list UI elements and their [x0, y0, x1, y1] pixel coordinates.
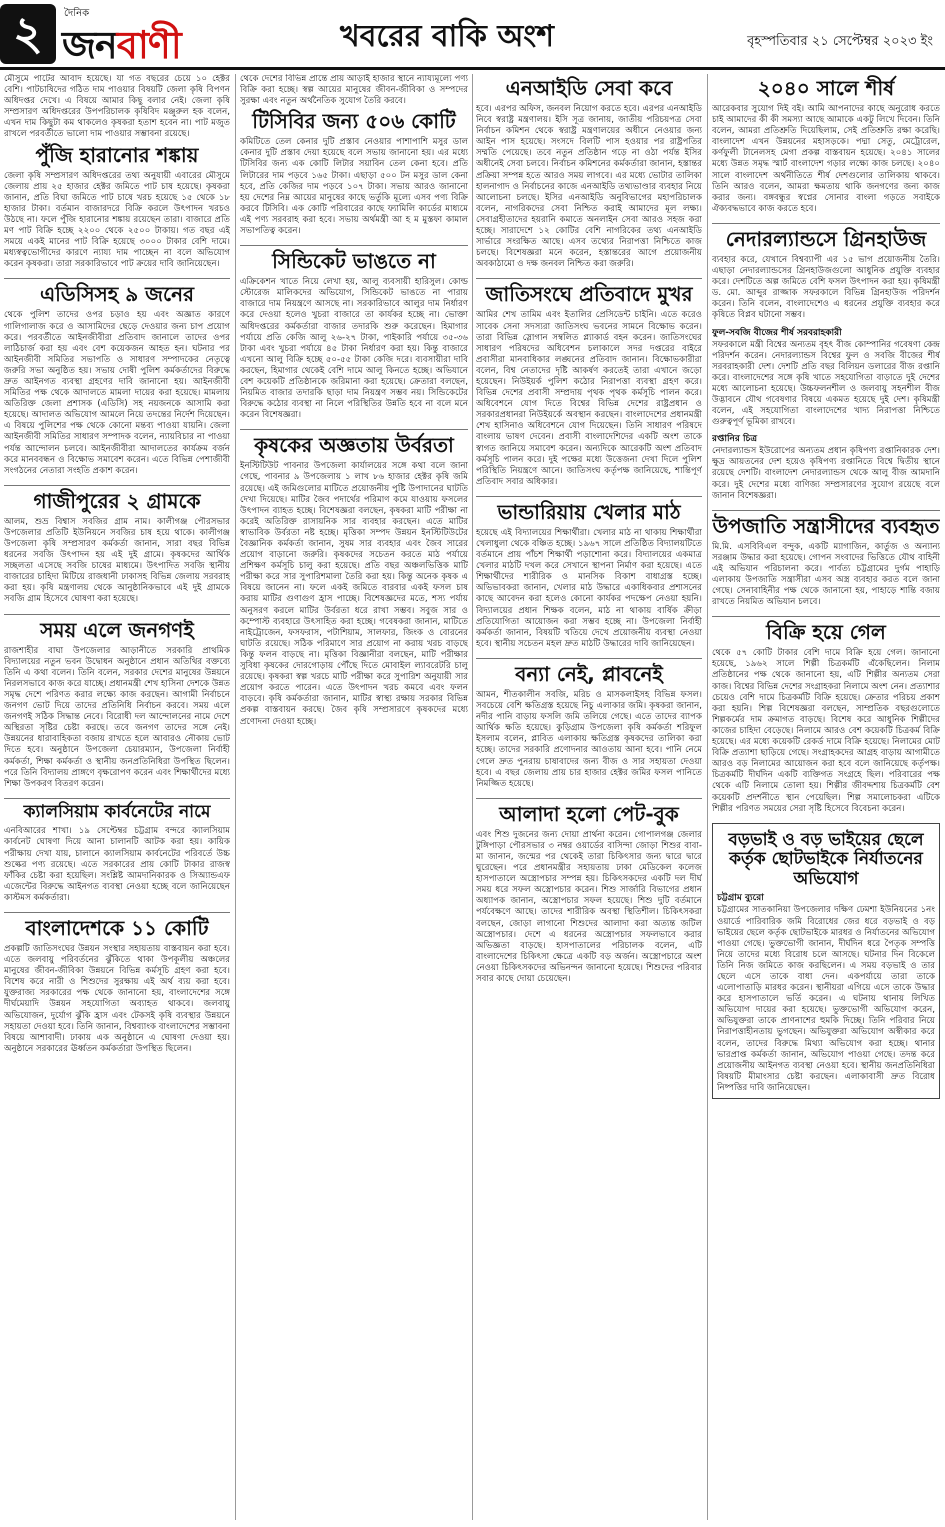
- story-upojati: [712, 515, 940, 609]
- story-body: হয়েছে এই বিদ্যালয়ের শিক্ষার্থীরা। খেলার মাঠ না থাকায় শিক্ষার্থীরা খেলাধুলা থেকে বঞ্চিত হচ্ছে। ১৯৬৭ সালে প্রতিষ্ঠিত বিদ্যালয়টিতে বর্তমানে প্রায় পাঁচশ শিক্ষার্থী পড়াশোনা করে। বিদ্যালয়ের একমাত্র খেলার মাঠটি দখল করে সেখানে স্থাপনা নির্মাণ করা হয়েছে। এতে শিক্ষার্থীদের শারীরিক ও মানসিক বিকাশ বাধাগ্রস্ত হচ্ছে। অভিভাবকরা জানান, খেলার মাঠ উদ্ধারে একাধিকবার প্রশাসনের কাছে আবেদন করা হলেও কোনো কার্যকর পদক্ষেপ নেওয়া হয়নি। বিদ্যালয়ের প্রধান শিক্ষক বলেন, মাঠ না থাকায় বার্ষিক ক্রীড়া প্রতিযোগিতা আয়োজন করা সম্ভব হচ্ছে না। উপজেলা নির্বাহী কর্মকর্তা জানান, বিষয়টি খতিয়ে দেখে প্রয়োজনীয় ব্যবস্থা নেওয়া হবে। স্থানীয় সচেতন মহল দ্রুত মাঠটি উদ্ধারের দাবি জানিয়েছেন।: [476, 527, 702, 649]
- story-body: চট্টগ্রামের সাতকানিয়া উপজেলার দক্ষিণ ঢেমশা ইউনিয়নের ১নং ওয়ার্ডে পারিবারিক জমি বিরোধের জের ধরে বড়ভাই ও বড় ভাইয়ের ছেলে কর্তৃক ছোটভাইকে মারধর ও নির্যাতনের অভিযোগ পাওয়া গেছে। ভুক্তভোগী জানান, দীর্ঘদিন ধরে পৈতৃক সম্পত্তি নিয়ে তাদের মধ্যে বিরোধ চলে আসছে। ঘটনার দিন বিকেলে তিনি নিজ জমিতে কাজ করছিলেন। এ সময় বড়ভাই ও তার ছেলে এসে তাকে বাধা দেন। একপর্যায়ে তারা তাকে এলোপাতাড়ি মারধর করেন। স্থানীয়রা এগিয়ে এসে তাকে উদ্ধার করে হাসপাতালে ভর্তি করেন। এ ঘটনায় থানায় লিখিত অভিযোগ দায়ের করা হয়েছে। ভুক্তভোগী অভিযোগ করেন, অভিযুক্তরা তাকে প্রাণনাশের হুমকি দিচ্ছে। তিনি পরিবার নিয়ে নিরাপত্তাহীনতায় ভুগছেন। অভিযুক্তরা অভিযোগ অস্বীকার করে বলেন, তাদের বিরুদ্ধে মিথ্যা অভিযোগ করা হচ্ছে। থানার ভারপ্রাপ্ত কর্মকর্তা জানান, অভিযোগ পাওয়া গেছে। তদন্ত করে প্রয়োজনীয় আইনগত ব্যবস্থা নেওয়া হবে। স্থানীয় জনপ্রতিনিধিরা বিষয়টি মীমাংসার চেষ্টা করছেন। এলাকাবাসী দ্রুত বিরোধ নিষ্পত্তির দাবি জানিয়েছেন।: [717, 905, 935, 1093]
- story-pat: [4, 74, 230, 270]
- headline[interactable]: পুঁজি হারানোর শঙ্কায়: [35, 142, 199, 167]
- headline[interactable]: বন্যা নেই, প্লাবনেই: [515, 661, 663, 686]
- divider: [240, 245, 468, 246]
- divider: [712, 616, 940, 617]
- headline[interactable]: আলাদা হলো পেট-বুক: [499, 801, 679, 826]
- column-4: [712, 74, 940, 1520]
- story-body: ইনস্টিটিউট পাবনার উপজেলা কার্যালয়ের সঙ্গে কথা বলে জানা গেছে, পাবনার ৯ উপজেলায় ১ লাখ ৮৬ হাজার হেক্টর কৃষি জমি রয়েছে। এই জমিগুলোর মাটিতে প্রয়োজনীয় পুষ্টি উপাদানের ঘাটতি দেখা দিয়েছে। মাটির জৈব পদার্থের পরিমাণ কমে যাওয়ায় ফসলের উৎপাদন ব্যাহত হচ্ছে। বিশেষজ্ঞরা বলছেন, কৃষকরা মাটি পরীক্ষা না করেই অতিরিক্ত রাসায়নিক সার ব্যবহার করছেন। এতে মাটির স্বাভাবিক উর্বরতা নষ্ট হচ্ছে। মৃত্তিকা সম্পদ উন্নয়ন ইনস্টিটিউটের বৈজ্ঞানিক কর্মকর্তা জানান, সুষম সার ব্যবহার এবং জৈব সারের প্রয়োগ বাড়ানো জরুরি। কৃষকদের সচেতন করতে মাঠ পর্যায়ে প্রশিক্ষণ কর্মসূচি চালু করা হয়েছে। প্রতি বছর অঞ্চলভিত্তিক মাটি পরীক্ষা করে সার সুপারিশমালা তৈরি করা হয়। কিন্তু অনেক কৃষক এ বিষয়ে জানেন না। ফলে একই জমিতে বারবার একই ফসল চাষ করায় মাটির গুণাগুণ হ্রাস পাচ্ছে। বিশেষজ্ঞদের মতে, শস্য পর্যায় অনুসরণ করলে মাটির উর্বরতা ধরে রাখা সম্ভব। সবুজ সার ও কম্পোস্ট ব্যবহারে উৎসাহিত করা হচ্ছে। গবেষকরা জানান, মাটিতে নাইট্রোজেন, ফসফরাস, পটাশিয়াম, সালফার, জিংক ও বোরনের ঘাটতি রয়েছে। সঠিক পরিমাণে সার প্রয়োগ না করায় খরচ বাড়ছে কিন্তু ফলন বাড়ছে না। মৃত্তিকা বিজ্ঞানীরা বলছেন, মাটি পরীক্ষার সুবিধা কৃষকের দোরগোড়ায় পৌঁছে দিতে মোবাইল ল্যাবরেটরি চালু রয়েছে। কৃষকরা স্বল্প খরচে মাটি পরীক্ষা করে সুপারিশ অনুযায়ী সার প্রয়োগ করতে পারেন। এতে উৎপাদন খরচ কমবে এবং ফলন বাড়বে। কৃষি কর্মকর্তারা জানান, মাটির স্বাস্থ্য রক্ষায় সরকার বিভিন্ন প্রকল্প বাস্তবায়ন করছে। জৈব কৃষি সম্প্রসারণে কৃষকদের মধ্যে প্রণোদনা দেওয়া হচ্ছে।: [240, 461, 468, 727]
- column-3: [476, 74, 702, 1520]
- divider: [4, 798, 230, 799]
- brand-name: [62, 16, 181, 80]
- story-intro: থেকে দেশের বিভিন্ন প্রান্তে প্রায় আড়াই হাজার স্থানে ন্যায্যমূল্যে পণ্য বিক্রি করা হচ্ছে। স্বল্প আয়ের মানুষের জীবন-জীবিকা ও সম্পদের সুরক্ষা এবং নতুন অর্থনৈতিক সুযোগ তৈরি করবে।: [240, 74, 468, 107]
- headline[interactable]: ২০৪০ সালে শীর্ষ: [757, 76, 895, 100]
- divider: [4, 278, 230, 279]
- dateline: বৃহস্পতিবার ২১ সেপ্টেম্বর ২০২৩ ইং: [747, 34, 933, 49]
- divider: [240, 429, 468, 430]
- byline: চট্টগ্রাম ব্যুরো: [717, 893, 764, 904]
- story-body: কমিটিতে তেল কেনার দুটি প্রস্তাব নেওয়ার পাশাপাশি মসুর ডাল কেনার দুটি প্রস্তাব দেয়া হয়েছে বলে সভায় জানানো হয়। এর মধ্যে টিসিবির জন্য এক কোটি লিটার সয়াবিন তেল কেনা হবে। প্রতি লিটারের দাম পড়বে ১৬৫ টাকা। এছাড়া ৫০০ টন মসুর ডাল কেনা হবে, প্রতি কেজির দাম পড়বে ১০৭ টাকা। সভায় আরও জানানো হয় দেশের নিম্ন আয়ের মানুষের কাছে ভর্তুকি মূল্যে এসব পণ্য বিক্রি করবে টিসিবি। এক কোটি পরিবারের কাছে ফ্যামিলি কার্ডের মাধ্যমে এই পণ্য সরবরাহ করা হবে। সভায় অর্থমন্ত্রী আ হ ম মুস্তফা কামাল সভাপতিত্ব করেন।: [240, 137, 468, 237]
- headline[interactable]: টিসিবির জন্য ৫০৬ কোটি: [252, 109, 456, 134]
- story-body: প্রকল্পটি জাতিসংঘের উন্নয়ন সংস্থার সহায়তায় বাস্তবায়ন করা হবে। এতে জলবায়ু পরিবর্তনের ঝুঁকিতে থাকা উপকূলীয় অঞ্চলের মানুষের জীবন-জীবিকা উন্নয়নে বিভিন্ন কর্মসূচি গ্রহণ করা হবে। বিশেষ করে নারী ও শিশুদের সুরক্ষায় এই অর্থ ব্যয় করা হবে। যুক্তরাজ্য সরকারের পক্ষ থেকে জানানো হয়, বাংলাদেশের সঙ্গে দীর্ঘমেয়াদি উন্নয়ন সহযোগিতা অব্যাহত থাকবে। জলবায়ু অভিযোজন, দুর্যোগ ঝুঁকি হ্রাস এবং টেকসই কৃষি ব্যবস্থার উন্নয়নে সহায়তা দেওয়া হবে। তিনি জানান, বিশ্বব্যাংক বাংলাদেশের সম্ভাবনা বিষয়ে আশাবাদী। ঢাকায় এক অনুষ্ঠানে এ ঘোষণা দেওয়া হয়। অনুষ্ঠানে সরকারের ঊর্ধ্বতন কর্মকর্তারা উপস্থিত ছিলেন।: [4, 943, 230, 1054]
- story-krishok: [240, 434, 468, 727]
- divider: [476, 278, 702, 279]
- story-body: আলম, শুভ্র বিশ্বাস সবজির গ্রাম নাম। কালীগঞ্জ পৌরসভার উপজেলার প্রতিটি ইউনিয়নে সবজির চাষ হয়ে থাকে। কালীগঞ্জ উপজেলা কৃষি সম্প্রসারণ কর্মকর্তা জানান, সারা বছর বিভিন্ন ধরনের সবজি উৎপাদন হয় এই দুই গ্রামে। কৃষকদের আর্থিক সচ্ছলতা এসেছে সবজি চাষের মাধ্যমে। উৎপাদিত সবজি স্থানীয় বাজারের চাহিদা মিটিয়ে রাজধানী ঢাকাসহ বিভিন্ন জেলায় সরবরাহ করা হয়। কৃষি মন্ত্রণালয় থেকে আনুষ্ঠানিকভাবে এই দুই গ্রামকে সবজি গ্রাম হিসেবে ঘোষণা করা হয়েছে।: [4, 516, 230, 605]
- headline[interactable]: সিন্ডিকেট ভাঙতে না: [272, 249, 436, 274]
- story-body: ব্যবহার করে, যেখানে বিশ্বব্যাপী এর ১৫ ভাগ প্রয়োজনীয় তৈরি। এছাড়া নেদারল্যান্ডসের গ্রিনহাউজগুলো আধুনিক প্রযুক্তি ব্যবহার করে। দেশটিতে অল্প জমিতে বেশি ফসল উৎপাদন করা হয়। কৃষিমন্ত্রী ড. মো. আব্দুর রাজ্জাক সফরকালে বিভিন্ন গ্রিনহাউজ পরিদর্শন করেন। তিনি বলেন, বাংলাদেশেও এ ধরনের প্রযুক্তি ব্যবহার করে কৃষিতে বিপ্লব ঘটানো সম্ভব।: [712, 254, 940, 321]
- headline[interactable]: এডিসিসহ ৯ জনের: [39, 282, 195, 307]
- story-bikri: [712, 621, 940, 814]
- story-body: আমির শেখ তামিম এবং ইতালির প্রেসিডেন্ট চাইনি। এতে করেও সাবেক সেনা সদস্যরা জাতিসংঘ ভবনের সামনে বিক্ষোভ করেন। তারা বিভিন্ন স্লোগান সম্বলিত প্ল্যাকার্ড বহন করেন। জাতিসংঘের সাধারণ পরিষদের অধিবেশন চলাকালে সদর দপ্তরের বাইরে প্রবাসীরা মানবাধিকার লঙ্ঘনের প্রতিবাদ জানান। বিক্ষোভকারীরা বলেন, বিশ্ব নেতাদের দৃষ্টি আকর্ষণ করতেই তারা এখানে জড়ো হয়েছেন। নিউইয়র্ক পুলিশ কঠোর নিরাপত্তা ব্যবস্থা গ্রহণ করে। বিভিন্ন দেশের প্রবাসী সম্প্রদায় পৃথক পৃথক কর্মসূচি পালন করে। অধিবেশনে যোগ দিতে বিশ্বের বিভিন্ন দেশের রাষ্ট্রপ্রধান ও সরকারপ্রধানরা নিউইয়র্কে অবস্থান করছেন। বাংলাদেশের প্রধানমন্ত্রী শেখ হাসিনাও অধিবেশনে যোগ দিয়েছেন। তিনি সাধারণ পরিষদে বাংলায় ভাষণ দেবেন। প্রবাসী বাংলাদেশিদের একটি অংশ তাকে স্বাগত জানিয়ে সমাবেশ করেন। অন্যদিকে আরেকটি অংশ প্রতিবাদ কর্মসূচি পালন করে। দুই পক্ষের মধ্যে উত্তেজনা দেখা দিলে পুলিশ পরিস্থিতি নিয়ন্ত্রণে আনে। জাতিসংঘ কর্তৃপক্ষ জানিয়েছে, শান্তিপূর্ণ প্রতিবাদ সবার অধিকার।: [476, 310, 702, 487]
- brand-tagline: দৈনিক: [64, 8, 90, 19]
- headline[interactable]: কৃষকের অজ্ঞতায় উর্বরতা: [254, 433, 454, 458]
- story-syndicate: [240, 250, 468, 421]
- story-adc: [4, 283, 230, 476]
- headline[interactable]: ভান্ডারিয়ায় খেলার মাঠ: [497, 499, 681, 524]
- column-divider: [707, 74, 708, 1520]
- headline[interactable]: ক্যালসিয়াম কার্বনেটের নামে: [23, 801, 211, 822]
- story-body: জেলা কৃষি সম্প্রসারণ অধিদপ্তরের তথ্য অনুযায়ী এবারের মৌসুমে জেলায় প্রায় ২৫ হাজার হেক্টর জমিতে পাট চাষ হয়েছে। কৃষকরা জানান, প্রতি বিঘা জমিতে পাট চাষে খরচ হয়েছে ১৫ থেকে ১৮ হাজার টাকা। বর্তমান বাজারদরে বিক্রি করলে উৎপাদন খরচও উঠছে না। ফলে পুঁজি হারানোর শঙ্কায় রয়েছেন তারা। বাজারে প্রতি মণ পাট বিক্রি হচ্ছে ২২০০ থেকে ২৫০০ টাকায়। গত বছর এই সময়ে একই মানের পাট বিক্রি হয়েছে ৩০০০ টাকার বেশি দামে। মধ্যস্বত্বভোগীদের কারণে ন্যায্য দাম পাচ্ছেন না বলে অভিযোগ করেন কৃষকরা। তারা সরকারিভাবে পাট ক্রয়ের দাবি জানিয়েছেন।: [4, 170, 230, 270]
- story-bd11: [4, 917, 230, 1055]
- divider: [4, 614, 230, 615]
- page-number: ২: [0, 4, 56, 64]
- brand-name-part1: জন: [62, 23, 117, 67]
- story-nid: [476, 77, 702, 270]
- story-2040: [712, 77, 940, 215]
- section-title: খবরের বাকি অংশ: [340, 19, 554, 54]
- headline[interactable]: এনআইডি সেবা কবে: [505, 76, 673, 100]
- brand-name-part2: বাণী: [116, 23, 181, 67]
- subheading: রপ্তানির চিত্র: [712, 434, 758, 445]
- story-body: হবে। এরপর অফিস, জনবল নিয়োগ করতে হবে। এরপর এনআইডি নিবে স্বরাষ্ট্র মন্ত্রণালয়। ইসি সূত্র জানায়, জাতীয় পরিচয়পত্র সেবা নির্বাচন কমিশন থেকে স্বরাষ্ট্র মন্ত্রণালয়ের অধীনে নেওয়ার জন্য আইন পাস হয়েছে। সংসদে বিলটি পাস হওয়ার পর রাষ্ট্রপতির সম্মতি পেয়েছে। তবে নতুন প্রতিষ্ঠান গড়ে না ওঠা পর্যন্ত ইসির অধীনেই সেবা চলবে। নির্বাচন কমিশনের কর্মকর্তারা জানান, হস্তান্তর প্রক্রিয়া সম্পন্ন হতে আরও সময় লাগবে। এর মধ্যে ভোটার তালিকা হালনাগাদ ও নির্বাচনের কাজে এনআইডি তথ্যভাণ্ডার ব্যবহার নিয়ে আলোচনা চলছে। ইসির এনআইডি অনুবিভাগের মহাপরিচালক বলেন, নাগরিকদের সেবা নিশ্চিত করাই আমাদের মূল লক্ষ্য। সেবাগ্রহীতাদের হয়রানি কমাতে অনলাইন সেবা আরও সহজ করা হচ্ছে। সারাদেশে ১২ কোটির বেশি নাগরিকের তথ্য এনআইডি সার্ভারে সংরক্ষিত আছে। এসব তথ্যের নিরাপত্তা নিশ্চিতে কাজ চলছে। বিশেষজ্ঞরা মনে করেন, হস্তান্তরের আগে প্রয়োজনীয় অবকাঠামো ও দক্ষ জনবল নিশ্চিত করা জরুরি।: [476, 104, 702, 270]
- story-body: সফরকালে মন্ত্রী বিশ্বের অন্যতম বৃহৎ বীজ কোম্পানির গবেষণা কেন্দ্র পরিদর্শন করেন। নেদারল্যান্ডস বিশ্বের ফুল ও সবজি বীজের শীর্ষ সরবরাহকারী দেশ। দেশটি প্রতি বছর বিলিয়ন ডলারের বীজ রপ্তানি করে। বাংলাদেশের সঙ্গে কৃষি খাতে সহযোগিতা বাড়াতে দুই দেশের মধ্যে আলোচনা হয়েছে। উচ্চফলনশীল ও জলবায়ু সহনশীল বীজ উদ্ভাবনে যৌথ গবেষণার বিষয়ে একমত হয়েছে দুই দেশ। কৃষিমন্ত্রী বলেন, এই সহযোগিতা বাংলাদেশের খাদ্য নিরাপত্তা নিশ্চিতে গুরুত্বপূর্ণ ভূমিকা রাখবে।: [712, 339, 940, 428]
- story-somoy: [4, 619, 230, 790]
- story-tcb: [240, 74, 468, 237]
- headline[interactable]: নেদারল্যান্ডসে গ্রিনহাউজ: [725, 226, 927, 251]
- headline[interactable]: উপজাতি সন্ত্রাসীদের ব্যবহৃত: [712, 513, 940, 538]
- column-2: [240, 74, 468, 1520]
- headline[interactable]: সময় এলে জনগণই: [40, 617, 194, 642]
- divider: [4, 485, 230, 486]
- headline[interactable]: বিক্রি হয়ে গেল: [766, 620, 886, 645]
- story-calcium: [4, 803, 230, 904]
- story-bhandaria: [476, 501, 702, 650]
- story-body: মি.মি. এসবিবিএল বন্দুক, একটি ম্যাগাজিন, কার্তুজ ও অন্যান্য সরঞ্জাম উদ্ধার করা হয়েছে। গোপন সংবাদের ভিত্তিতে যৌথ বাহিনী এই অভিযান পরিচালনা করে। পার্বত্য চট্টগ্রামের দুর্গম পাহাড়ি এলাকায় উপজাতি সন্ত্রাসীরা এসব অস্ত্র ব্যবহার করত বলে জানা গেছে। সেনাবাহিনীর পক্ষ থেকে জানানো হয়, পাহাড়ে শান্তি বজায় রাখতে নিয়মিত অভিযান চলবে।: [712, 541, 940, 608]
- story-body: থেকে পুলিশ তাদের ওপর চড়াও হয় এবং অজ্ঞাত কারণে গালিগালাজ করে ও আসামিদের ছেড়ে দেওয়ার জন্য চাপ প্রয়োগ করে। পরবর্তীতে আইনজীবীরা প্রতিবাদ জানালে তাদের ওপর লাঠিচার্জ করা হয় এবং বেশ কয়েকজন আহত হন। ঘটনার পর আইনজীবী সমিতির সভাপতি ও সাধারণ সম্পাদকের নেতৃত্বে জরুরি সভা অনুষ্ঠিত হয়। সভায় দোষী পুলিশ কর্মকর্তাদের বিরুদ্ধে দ্রুত আইনগত ব্যবস্থা গ্রহণের দাবি জানানো হয়। আইনজীবী সমিতির পক্ষ থেকে আদালতে মামলা দায়ের করা হয়েছে। মামলায় অতিরিক্ত জেলা প্রশাসক (এডিসি) সহ নয়জনকে আসামি করা হয়েছে। আদালত অভিযোগ আমলে নিয়ে তদন্তের নির্দেশ দিয়েছেন। এ বিষয়ে পুলিশের পক্ষ থেকে কোনো মন্তব্য পাওয়া যায়নি। জেলা আইনজীবী সমিতির সাধারণ সম্পাদক বলেন, ন্যায়বিচার না পাওয়া পর্যন্ত আন্দোলন চলবে। আইনজীবীরা আদালতের কার্যক্রম বর্জন করে মানববন্ধন ও বিক্ষোভ সমাবেশ করেন। এতে বিভিন্ন পেশাজীবী সংগঠনের নেতারা সংহতি প্রকাশ করেন।: [4, 310, 230, 476]
- divider: [712, 510, 940, 511]
- story-body: এক্রিকেশন খাতে নিয়ে লেখা হয়, আলু ব্যবসায়ী হারিসুল। কোল্ড স্টোরেজ মালিকদের অভিযোগ, সিন্ডিকেট ভাঙতে না পারায় বাজারে দাম নিয়ন্ত্রণে আসছে না। সরকারিভাবে আলুর দাম নির্ধারণ করে দেওয়া হলেও খুচরা বাজারে তা কার্যকর হচ্ছে না। ভোক্তা অধিদপ্তরের কর্মকর্তারা বাজার তদারকি শুরু করেছেন। হিমাগার পর্যায়ে প্রতি কেজি আলু ২৬-২৭ টাকা, পাইকারি পর্যায়ে ৩৫-৩৬ টাকা এবং খুচরা পর্যায়ে ৪৫ টাকা নির্ধারণ করা হয়। কিন্তু বাজারে এখনো আলু বিক্রি হচ্ছে ৫০-৫৫ টাকা কেজি দরে। ব্যবসায়ীরা দাবি করছেন, হিমাগার থেকেই বেশি দামে আলু কিনতে হচ্ছে। অভিযানে বেশ কয়েকটি প্রতিষ্ঠানকে জরিমানা করা হয়েছে। ক্রেতারা বলছেন, নিয়মিত বাজার তদারকি ছাড়া দাম নিয়ন্ত্রণ সম্ভব নয়। সিন্ডিকেটের বিরুদ্ধে কঠোর ব্যবস্থা না নিলে পরিস্থিতির উন্নতি হবে না বলে মনে করেন বিশেষজ্ঞরা।: [240, 277, 468, 421]
- story-body: এনবিআরের শাখা। ১৯ সেপ্টেম্বর চট্টগ্রাম বন্দরে ক্যালসিয়াম কার্বনেট ঘোষণা দিয়ে আনা চালানটি আটক করা হয়। কায়িক পরীক্ষায় দেখা যায়, চালানে ক্যালসিয়াম কার্বনেটের পরিবর্তে উচ্চ শুল্কের পণ্য রয়েছে। এতে সরকারের প্রায় কোটি টাকার রাজস্ব ফাঁকির চেষ্টা করা হয়েছিল। সংশ্লিষ্ট আমদানিকারক ও সিঅ্যান্ডএফ এজেন্টের বিরুদ্ধে আইনগত ব্যবস্থা নেওয়া হচ্ছে বলে জানিয়েছেন কাস্টমস কর্মকর্তারা।: [4, 826, 230, 903]
- story-body: রাজশাহীর বাঘা উপজেলার আড়ানীতে সরকারি প্রাথমিক বিদ্যালয়ের নতুন ভবন উদ্বোধন অনুষ্ঠানে প্রধান অতিথির বক্তব্যে তিনি এ কথা বলেন। তিনি বলেন, সরকার দেশের মানুষের উন্নয়নে নিরলসভাবে কাজ করে যাচ্ছে। প্রধানমন্ত্রী শেখ হাসিনা দেশকে উন্নত সমৃদ্ধ দেশে পরিণত করার লক্ষ্যে কাজ করছেন। আগামী নির্বাচনে জনগণ ভোট দিয়ে তাদের প্রতিনিধি নির্বাচন করবে। সময় এলে জনগণই সঠিক সিদ্ধান্ত নেবে। বিরোধী দল আন্দোলনের নামে দেশে অস্থিরতা সৃষ্টির চেষ্টা করছে। তবে জনগণ তাদের সঙ্গে নেই। উন্নয়নের ধারাবাহিকতা বজায় রাখতে হলে আবারও নৌকায় ভোট দিতে হবে। অনুষ্ঠানে উপজেলা চেয়ারম্যান, উপজেলা নির্বাহী কর্মকর্তা, শিক্ষা কর্মকর্তা ও স্থানীয় জনপ্রতিনিধিরা উপস্থিত ছিলেন। পরে তিনি বিদ্যালয় প্রাঙ্গণে বৃক্ষরোপণ করেন এবং শিক্ষার্থীদের মধ্যে শিক্ষা উপকরণ বিতরণ করেন।: [4, 645, 230, 789]
- column-divider: [235, 74, 236, 1520]
- story-borovai: [712, 823, 940, 1099]
- story-jatisongho: [476, 283, 702, 488]
- subheading: ফুল-সবজি বীজের শীর্ষ সরবরাহকারী: [712, 327, 842, 338]
- story-bonna: [476, 663, 702, 790]
- story-body: নেদারল্যান্ডস ইউরোপের অন্যতম প্রধান কৃষিপণ্য রপ্তানিকারক দেশ। ক্ষুদ্র আয়তনের দেশ হয়েও কৃষিপণ্য রপ্তানিতে বিশ্বে দ্বিতীয় স্থানে রয়েছে দেশটি। বাংলাদেশ নেদারল্যান্ডস থেকে আলু বীজ আমদানি করে। দুই দেশের মধ্যে বাণিজ্য সম্প্রসারণের সুযোগ রয়েছে বলে জানান বিশেষজ্ঞরা।: [712, 446, 940, 501]
- headline[interactable]: গাজীপুরের ২ গ্রামকে: [33, 488, 201, 513]
- story-intro: মৌসুমে পাটের আবাদ হয়েছে। যা গত বছরের চেয়ে ১০ হেক্টর বেশি। পাটচাষিদের গঠিত দাম পাওয়ার বিষয়টি জেলা কৃষি বিপণন অধিদপ্তর দেখে। এ বিষয়ে আমার কিছু বলার নেই। জেলা কৃষি সম্প্রসারণ অধিদপ্তরের উপপরিচালক কৃষিবিদ মঞ্জুরুল হক বলেন, এখন দাম কিছুটা কম থাকলেও কৃষকরা হতাশ হবেন না। পাট মজুত রাখলে পরবর্তীতে ভালো দাম পাওয়ার সম্ভাবনা রয়েছে।: [4, 74, 230, 140]
- divider: [476, 798, 702, 799]
- story-body: আরেকবার সুযোগ দিই বই। আমি আপনাদের কাছে অনুরোধ করতে চাই আমাদের কী কী সমস্যা আছে আমাকে একটু লিখে দিবেন। তিনি বলেন, আমরা প্রতিশ্রুতি দিয়েছিলাম, সেই প্রতিশ্রুতি রক্ষা করেছি। বাংলাদেশ এখন উন্নয়নের মহাসড়কে। পদ্মা সেতু, মেট্রোরেল, কর্ণফুলী টানেলসহ মেগা প্রকল্প বাস্তবায়ন হয়েছে। ২০৪১ সালের মধ্যে উন্নত সমৃদ্ধ স্মার্ট বাংলাদেশ গড়ার লক্ষ্যে কাজ চলছে। ২০৪০ সালে বাংলাদেশ অর্থনীতিতে শীর্ষ দেশগুলোর তালিকায় থাকবে। তিনি আরও বলেন, আমরা ক্ষমতায় থাকি জনগণের জন্য কাজ করার জন্য। বঙ্গবন্ধুর স্বপ্নের সোনার বাংলা গড়তে সবাইকে ঐক্যবদ্ধভাবে কাজ করতে হবে।: [712, 104, 940, 214]
- column-1: [4, 74, 230, 1520]
- newspaper-logo[interactable]: [62, 6, 232, 67]
- divider: [476, 658, 702, 659]
- story-petbook: [476, 803, 702, 985]
- headline[interactable]: বড়ভাই ও বড় ভাইয়ের ছেলে কর্তৃক ছোটভাইকে নির্যাতনের অভিযোগ: [728, 829, 924, 889]
- headline[interactable]: জাতিসংঘে প্রতিবাদে মুখর: [485, 282, 693, 307]
- story-body: এবং শিশু দুজনের জন্য দোয়া প্রার্থনা করেন। গোপালগঞ্জ জেলার টুঙ্গিপাড়া পৌরসভার ৩ নম্বর ওয়ার্ডের বাসিন্দা জোড়া শিশুর বাবা-মা জানান, জন্মের পর থেকেই তারা চিকিৎসার জন্য দ্বারে দ্বারে ঘুরেছেন। পরে প্রধানমন্ত্রীর সহায়তায় ঢাকা মেডিকেল কলেজ হাসপাতালে অস্ত্রোপচার সম্পন্ন হয়। চিকিৎসকদের একটি দল দীর্ঘ সময় ধরে সফল অস্ত্রোপচার করেন। শিশু সার্জারি বিভাগের প্রধান অধ্যাপক জানান, অস্ত্রোপচার সফল হয়েছে। শিশু দুটি বর্তমানে পর্যবেক্ষণে আছে। তাদের শারীরিক অবস্থা স্থিতিশীল। চিকিৎসকরা বলছেন, জোড়া লাগানো শিশুদের আলাদা করা অত্যন্ত জটিল অস্ত্রোপচার। দেশে এ ধরনের অস্ত্রোপচার সফলভাবে করার অভিজ্ঞতা বাড়ছে। হাসপাতালের পরিচালক বলেন, এটি বাংলাদেশের চিকিৎসা ক্ষেত্রে একটি বড় অর্জন। অস্ত্রোপচারে অংশ নেওয়া চিকিৎসকদের অভিনন্দন জানানো হয়েছে। শিশুদের পরিবার সবার কাছে দোয়া চেয়েছেন।: [476, 829, 702, 984]
- divider: [712, 223, 940, 224]
- headline[interactable]: বাংলাদেশকে ১১ কোটি: [25, 915, 209, 940]
- divider: [476, 496, 702, 497]
- masthead: [0, 0, 945, 70]
- story-greenhouse: [712, 228, 940, 502]
- story-body: থেকে ৫৭ কোটি টাকার বেশি দামে বিক্রি হয়ে গেল। জানানো হয়েছে, ১৯৬২ সালে শিল্পী চিত্রকর্মটি এঁকেছিলেন। নিলাম প্রতিষ্ঠানের পক্ষ থেকে জানানো হয়, এটি শিল্পীর অন্যতম সেরা কাজ। বিশ্বের বিভিন্ন দেশের সংগ্রাহকরা নিলামে অংশ নেন। প্রত্যাশার চেয়েও বেশি দামে চিত্রকর্মটি বিক্রি হয়েছে। ক্রেতার পরিচয় প্রকাশ করা হয়নি। শিল্প বিশেষজ্ঞরা বলছেন, সাম্প্রতিক বছরগুলোতে শিল্পকর্মের দাম ক্রমাগত বাড়ছে। বিশেষ করে আধুনিক শিল্পীদের কাজের চাহিদা বেড়েছে। নিলামে আরও বেশ কয়েকটি চিত্রকর্ম বিক্রি হয়েছে। এর মধ্যে কয়েকটি রেকর্ড দামে বিক্রি হয়েছে। নিলামের মোট বিক্রি প্রত্যাশা ছাড়িয়ে গেছে। সংগ্রাহকদের আগ্রহ বাড়ায় আগামীতে আরও বড় নিলামের আয়োজন করা হবে বলে জানিয়েছে কর্তৃপক্ষ। চিত্রকর্মটি দীর্ঘদিন একটি ব্যক্তিগত সংগ্রহে ছিল। পরিবারের পক্ষ থেকে এটি নিলামে তোলা হয়। শিল্পীর জীবদ্দশায় চিত্রকর্মটি বেশ কয়েকটি প্রদর্শনীতে স্থান পেয়েছিল। শিল্প সমালোচকরা এটিকে শিল্পীর পরিণত সময়ের সেরা সৃষ্টি হিসেবে বিবেচনা করেন।: [712, 648, 940, 814]
- story-body: আমন, শীতকালীন সবজি, মরিচ ও মাসকলাইসহ বিভিন্ন ফসল। সবচেয়ে বেশি ক্ষতিগ্রস্ত হয়েছে নিচু এলাকার জমি। কৃষকরা জানান, নদীর পানি বাড়ায় ফসলি জমি তলিয়ে গেছে। এতে তাদের ব্যাপক আর্থিক ক্ষতি হয়েছে। কুড়িগ্রাম উপজেলা কৃষি কর্মকর্তা শরিফুল ইসলাম বলেন, প্লাবিত এলাকায় ক্ষতিগ্রস্ত কৃষকদের তালিকা করা হচ্ছে। তাদের সরকারি প্রণোদনার আওতায় আনা হবে। পানি নেমে গেলে দ্রুত পুনরায় চাষাবাদের জন্য বীজ ও সার সহায়তা দেওয়া হবে। এ বছর জেলায় প্রায় চার হাজার হেক্টর জমির ফসল পানিতে নিমজ্জিত হয়েছে।: [476, 689, 702, 789]
- divider: [4, 912, 230, 913]
- story-gazipur: [4, 490, 230, 606]
- column-divider: [472, 74, 473, 1520]
